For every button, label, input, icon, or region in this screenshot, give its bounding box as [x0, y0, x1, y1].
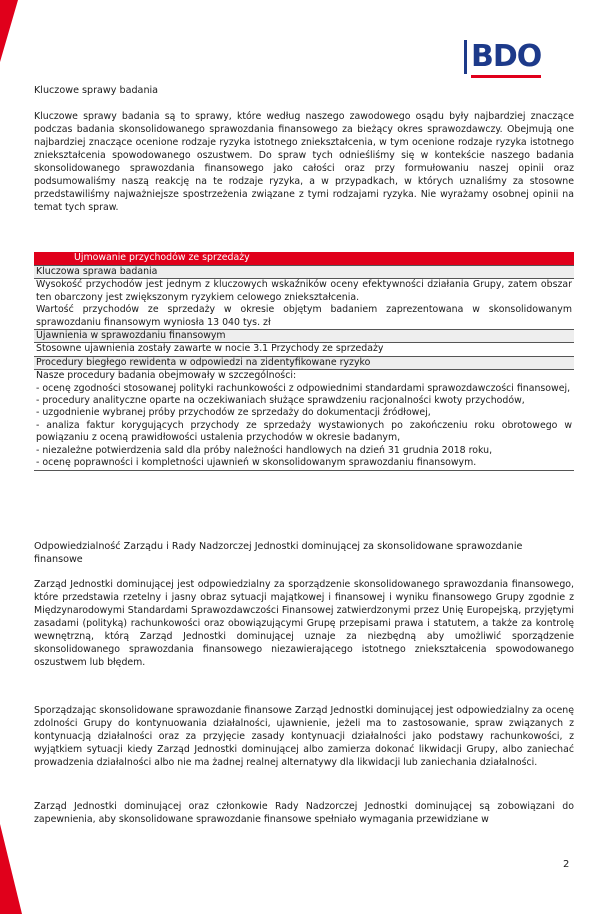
logo-text: BDO — [471, 39, 542, 74]
kam-procedure-item: - uzgodnienie wybranej próby przychodów ze sprzedaży do dokumentacji źródłowej, — [36, 407, 431, 419]
kam-table-title: Ujmowanie przychodów ze sprzedaży — [34, 252, 574, 266]
red-corner-accent-top — [0, 0, 18, 62]
page-number: 2 — [563, 859, 570, 870]
kam-procedure-item: - niezależne potwierdzenia sald dla próby należności handlowych na dzień 31 grudnia 2018 roku, — [36, 444, 493, 456]
kam-procedure-item: - analiza faktur korygujących przychody ze sprzedaży wystawionych po zakończeniu roku obrotowego w powiązaniu z oceną prawidłowości ustalenia przychodów w okresie badanym, — [36, 419, 572, 444]
bdo-logo — [464, 40, 541, 74]
kam-header-key-matter: Kluczowa sprawa badania — [34, 266, 574, 279]
kam-disclosures-text: Stosowne ujawnienia zostały zawarte w nocie 3.1 Przychody ze sprzedaży — [36, 343, 384, 355]
kam-key-matter-text-2: Wartość przychodów ze sprzedaży w okresie objętym badaniem zaprezentowana w skonsolidowanym sprawozdaniu finansowym wyniosła 13 040 tys. zł — [36, 304, 572, 328]
kam-key-matter-text-1: Wysokość przychodów jest jednym z kluczowych wskaźników oceny efektywności działania Grupy, zatem obszar ten obarczony jest zwiększonym ryzykiem celowego zniekształcenia. — [36, 279, 572, 303]
section-heading-management-responsibility: Odpowiedzialność Zarządu i Rady Nadzorczej Jednostki dominującej za skonsolidowane sprawozdanie finansowe — [34, 541, 523, 565]
kam-procedure-item: - ocenę zgodności stosowanej polityki rachunkowości z odpowiednimi standardami sprawozdawczości finansowej, — [36, 382, 571, 394]
key-audit-matters-paragraph: Kluczowe sprawy badania są to sprawy, które według naszego zawodowego osądu były najbardziej znaczące podczas badania skonsolidowanego sprawozdania finansowego za bieżący okres sprawozdawczy. Obejmują one najbardziej znaczące ocenione rodzaje ryzyka istotnego zniekształcenia, w tym ocenione rodzaje ryzyka istotnego zniekształcenia spowodowanego oszustwem. Do spraw tych odnieśliśmy się w kontekście naszego badania skonsolidowanego sprawozdania finansowego jako całości oraz przy formułowaniu naszej opinii oraz podsumowaliśmy naszą reakcję na te rodzaje ryzyka, a w przypadkach, w których uznaliśmy za stosowne przedstawiliśmy najważniejsze spostrzeżenia związane z tymi rodzajami ryzyka. Nie wyrażamy osobnej opinii na temat tych spraw. — [34, 111, 574, 213]
section-heading-key-audit-matters: Kluczowe sprawy badania — [34, 85, 159, 96]
kam-procedure-item: - ocenę poprawności i kompletności ujawnień w skonsolidowanym sprawozdaniu finansowym. — [34, 457, 574, 470]
kam-procedure-item: - procedury analityczne oparte na oczekiwaniach służące sprawdzeniu racjonalności kwoty przychodów, — [36, 395, 525, 407]
kam-procedures-intro: Nasze procedury badania obejmowały w szczególności: — [36, 370, 297, 382]
logo-underline — [471, 75, 541, 78]
management-responsibility-paragraph-2: Sporządzając skonsolidowane sprawozdanie finansowe Zarząd Jednostki dominującej jest odpowiedzialny za ocenę zdolności Grupy do kontynuowania działalności, ujawnienie, jeżeli ma to zastosowanie, spraw związanych z kontynuacją działalności oraz za przyjęcie zasady kontynuacji działalności jako podstawy rachunkowości, z wyjątkiem sytuacji kiedy Zarząd Jednostki dominującej albo zamierza dokonać likwidacji Grupy, albo zaniechać prowadzenia działalności albo nie ma żadnej realnej alternatywy dla likwidacji lub zaniechania działalności. — [34, 705, 575, 768]
management-responsibility-paragraph-1: Zarząd Jednostki dominującej jest odpowiedzialny za sporządzenie skonsolidowanego sprawozdania finansowego, które przedstawia rzetelny i jasny obraz sytuacji majątkowej i finansowej i wyniku finansowego Grupy zgodnie z Międzynarodowymi Standardami Sprawozdawczości Finansowej zatwierdzonymi przez Unię Europejską, przyjętymi zasadami (polityką) rachunkowości oraz obowiązującymi Grupę przepisami prawa i statutem, a także za kontrolę wewnętrzną, którą Zarząd Jednostki dominującej uznaje za niezbędną aby umożliwić sporządzenie skonsolidowanego sprawozdania finansowego niezawierającego istotnego zniekształcenia spowodowanego oszustwem lub błędem. — [34, 579, 574, 668]
kam-header-procedures: Procedury biegłego rewidenta w odpowiedzi na zidentyfikowane ryzyko — [34, 356, 574, 369]
management-responsibility-paragraph-3: Zarząd Jednostki dominującej oraz członkowie Rady Nadzorczej Jednostki dominującej są zobowiązani do zapewnienia, aby skonsolidowane sprawozdanie finansowe spełniało wymagania przewidziane w — [34, 801, 574, 825]
key-audit-matter-table — [34, 252, 574, 471]
logo-bar — [464, 40, 467, 74]
red-corner-accent-bottom — [0, 824, 22, 914]
kam-header-disclosures: Ujawnienia w sprawozdaniu finansowym — [34, 330, 574, 343]
